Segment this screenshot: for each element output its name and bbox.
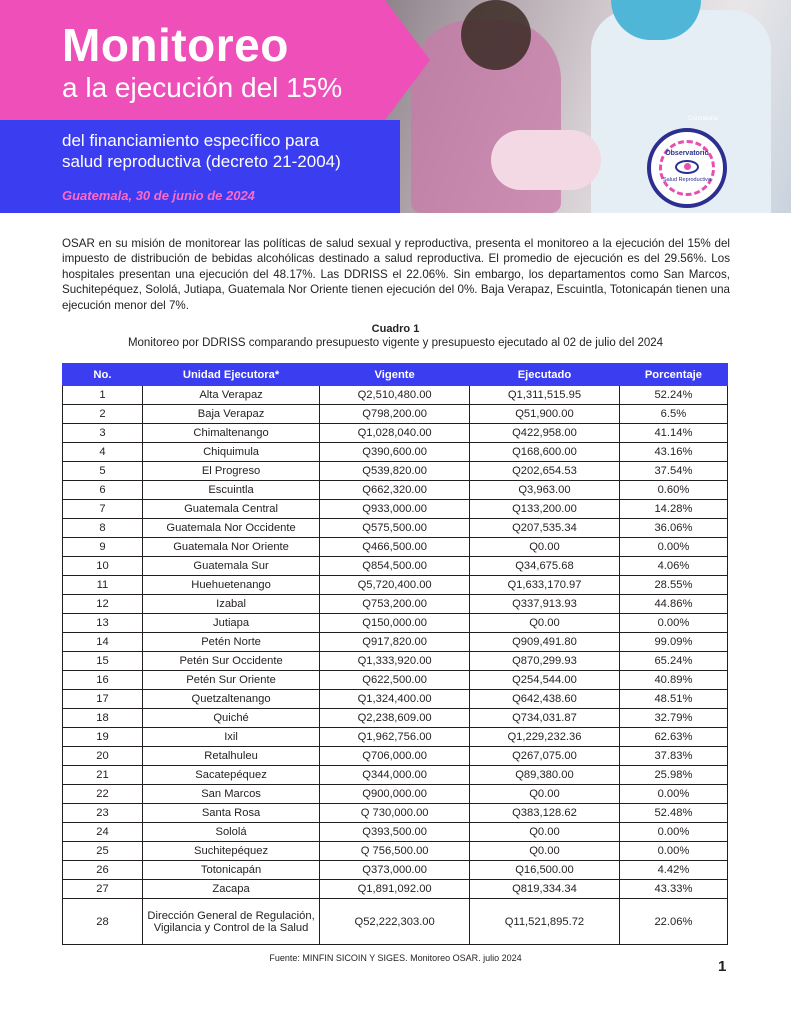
cell-porcentaje: 40.89%: [619, 671, 727, 690]
cell-ejecutado: Q16,500.00: [470, 861, 620, 880]
cell-porcentaje: 43.33%: [619, 880, 727, 899]
cell-porcentaje: 4.06%: [619, 557, 727, 576]
table-row: [63, 785, 728, 804]
table-row: [63, 576, 728, 595]
header-vigente: Vigente: [320, 364, 470, 386]
cell-no: 1: [63, 386, 143, 405]
cell-vigente: Q900,000.00: [320, 785, 470, 804]
cell-no: 16: [63, 671, 143, 690]
cell-porcentaje: 25.98%: [619, 766, 727, 785]
header-banner: [0, 0, 791, 213]
cell-no: 23: [63, 804, 143, 823]
table-row: [63, 557, 728, 576]
cell-no: 12: [63, 595, 143, 614]
table-row: [63, 899, 728, 945]
cell-ejecutado: Q1,633,170.97: [470, 576, 620, 595]
cell-ejecutado: Q254,544.00: [470, 671, 620, 690]
cell-unidad: Suchitepéquez: [142, 842, 319, 861]
cell-ejecutado: Q267,075.00: [470, 747, 620, 766]
table-row: [63, 652, 728, 671]
table-row: [63, 633, 728, 652]
cell-porcentaje: 44.86%: [619, 595, 727, 614]
intro-paragraph: OSAR en su misión de monitorear las políticas de salud sexual y reproductiva, presenta el monitoreo a la ejecución del 15% del impuesto de distribución de bebidas alcohólicas destinado a salud reproductiva. El promedio de ejecución es del 29.56%. Los hospitales presentan una ejecución del 48.17%. Las DDRISS el 22.06%. Sin embargo, los departamentos como San Marcos, Suchitepéquez, Sololá, Jutiapa, Guatemala Nor Oriente tienen ejecución del 0%. Baja Verapaz, Escuintla, Totonicapán tienen una ejecución menor del 7%.: [62, 237, 730, 312]
cell-unidad: Retalhuleu: [142, 747, 319, 766]
cell-unidad: Petén Norte: [142, 633, 319, 652]
cell-ejecutado: Q642,438.60: [470, 690, 620, 709]
table-row: [63, 823, 728, 842]
cell-vigente: Q1,891,092.00: [320, 880, 470, 899]
table-row: [63, 709, 728, 728]
cell-vigente: Q466,500.00: [320, 538, 470, 557]
cell-no: 19: [63, 728, 143, 747]
page-title: Monitoreo: [62, 19, 289, 71]
cell-ejecutado: Q734,031.87: [470, 709, 620, 728]
cell-vigente: Q2,510,480.00: [320, 386, 470, 405]
budget-table: [62, 363, 728, 945]
table-row: [63, 443, 728, 462]
cell-no: 17: [63, 690, 143, 709]
observatorio-logo: [647, 128, 727, 208]
cell-no: 24: [63, 823, 143, 842]
cell-unidad: Sololá: [142, 823, 319, 842]
table-row: [63, 595, 728, 614]
cell-porcentaje: 0.00%: [619, 538, 727, 557]
cell-ejecutado: Q0.00: [470, 842, 620, 861]
header-no: No.: [63, 364, 143, 386]
cell-vigente: Q373,000.00: [320, 861, 470, 880]
cell-unidad: San Marcos: [142, 785, 319, 804]
subtitle-line-2: salud reproductiva (decreto 21-2004): [62, 152, 341, 171]
table-caption-title: Cuadro 1: [371, 323, 420, 335]
cell-no: 6: [63, 481, 143, 500]
cell-unidad: Petén Sur Oriente: [142, 671, 319, 690]
cell-vigente: Q662,320.00: [320, 481, 470, 500]
cell-no: 18: [63, 709, 143, 728]
cell-unidad: Guatemala Sur: [142, 557, 319, 576]
cell-vigente: Q917,820.00: [320, 633, 470, 652]
cell-unidad: Petén Sur Occidente: [142, 652, 319, 671]
cell-unidad: Zacapa: [142, 880, 319, 899]
cell-ejecutado: Q0.00: [470, 785, 620, 804]
cell-unidad: Quetzaltenango: [142, 690, 319, 709]
cell-no: 21: [63, 766, 143, 785]
cell-porcentaje: 22.06%: [619, 899, 727, 945]
table-source: Fuente: MINFIN SICOIN Y SIGES. Monitoreo OSAR. julio 2024: [269, 953, 522, 963]
table-header-row: [63, 364, 728, 386]
cell-porcentaje: 4.42%: [619, 861, 727, 880]
cell-no: 4: [63, 443, 143, 462]
cell-porcentaje: 36.06%: [619, 519, 727, 538]
cell-no: 11: [63, 576, 143, 595]
table-row: [63, 671, 728, 690]
cell-porcentaje: 48.51%: [619, 690, 727, 709]
cell-no: 27: [63, 880, 143, 899]
cell-porcentaje: 0.00%: [619, 823, 727, 842]
table-row: [63, 728, 728, 747]
cell-porcentaje: 0.00%: [619, 842, 727, 861]
table-row: [63, 880, 728, 899]
cell-no: 13: [63, 614, 143, 633]
cell-vigente: Q539,820.00: [320, 462, 470, 481]
logo-pretext: Contraloría: [688, 116, 718, 122]
cell-unidad: Huehuetenango: [142, 576, 319, 595]
cell-no: 7: [63, 500, 143, 519]
cell-porcentaje: 37.83%: [619, 747, 727, 766]
cell-vigente: Q622,500.00: [320, 671, 470, 690]
cell-ejecutado: Q207,535.34: [470, 519, 620, 538]
cell-ejecutado: Q909,491.80: [470, 633, 620, 652]
cell-no: 2: [63, 405, 143, 424]
cell-unidad: Guatemala Nor Oriente: [142, 538, 319, 557]
subtitle-line-1: del financiamiento específico para: [62, 131, 320, 150]
logo-text-bottom: Salud Reproductiva: [662, 177, 711, 183]
cell-porcentaje: 65.24%: [619, 652, 727, 671]
date-line: Guatemala, 30 de junio de 2024: [62, 188, 255, 203]
cell-ejecutado: Q0.00: [470, 823, 620, 842]
cell-ejecutado: Q0.00: [470, 614, 620, 633]
table-row: [63, 614, 728, 633]
header-ejecutado: Ejecutado: [470, 364, 620, 386]
cell-unidad: Dirección General de Regulación, Vigilancia y Control de la Salud: [142, 899, 319, 945]
cell-vigente: Q1,333,920.00: [320, 652, 470, 671]
cell-no: 3: [63, 424, 143, 443]
cell-vigente: Q 756,500.00: [320, 842, 470, 861]
table-row: [63, 481, 728, 500]
cell-unidad: Chiquimula: [142, 443, 319, 462]
table-row: [63, 747, 728, 766]
table-row: [63, 804, 728, 823]
cell-no: 25: [63, 842, 143, 861]
table-row: [63, 462, 728, 481]
cell-vigente: Q52,222,303.00: [320, 899, 470, 945]
table-caption: Monitoreo por DDRISS comparando presupuesto vigente y presupuesto ejecutado al 02 de julio del 2024: [127, 337, 664, 349]
table-row: [63, 386, 728, 405]
cell-ejecutado: Q1,311,515.95: [470, 386, 620, 405]
cell-no: 5: [63, 462, 143, 481]
cell-porcentaje: 0.60%: [619, 481, 727, 500]
cell-unidad: Quiché: [142, 709, 319, 728]
cell-vigente: Q1,962,756.00: [320, 728, 470, 747]
cell-unidad: Escuintla: [142, 481, 319, 500]
cell-no: 20: [63, 747, 143, 766]
logo-text-top: Observatorio: [665, 150, 709, 157]
cell-unidad: Ixil: [142, 728, 319, 747]
cell-ejecutado: Q337,913.93: [470, 595, 620, 614]
cell-no: 26: [63, 861, 143, 880]
header-photo: [371, 0, 791, 213]
cell-vigente: Q5,720,400.00: [320, 576, 470, 595]
cell-ejecutado: Q34,675.68: [470, 557, 620, 576]
cell-no: 10: [63, 557, 143, 576]
cell-ejecutado: Q422,958.00: [470, 424, 620, 443]
header-porcentaje: Porcentaje: [619, 364, 727, 386]
cell-no: 15: [63, 652, 143, 671]
cell-porcentaje: 62.63%: [619, 728, 727, 747]
cell-unidad: Santa Rosa: [142, 804, 319, 823]
cell-vigente: Q854,500.00: [320, 557, 470, 576]
cell-ejecutado: Q168,600.00: [470, 443, 620, 462]
cell-porcentaje: 28.55%: [619, 576, 727, 595]
cell-porcentaje: 41.14%: [619, 424, 727, 443]
cell-ejecutado: Q0.00: [470, 538, 620, 557]
cell-porcentaje: 6.5%: [619, 405, 727, 424]
cell-unidad: Baja Verapaz: [142, 405, 319, 424]
table-row: [63, 690, 728, 709]
cell-ejecutado: Q870,299.93: [470, 652, 620, 671]
cell-unidad: El Progreso: [142, 462, 319, 481]
cell-porcentaje: 0.00%: [619, 614, 727, 633]
cell-porcentaje: 32.79%: [619, 709, 727, 728]
cell-ejecutado: Q1,229,232.36: [470, 728, 620, 747]
cell-no: 28: [63, 899, 143, 945]
cell-porcentaje: 0.00%: [619, 785, 727, 804]
table-row: [63, 842, 728, 861]
cell-vigente: Q390,600.00: [320, 443, 470, 462]
cell-porcentaje: 37.54%: [619, 462, 727, 481]
cell-vigente: Q1,324,400.00: [320, 690, 470, 709]
cell-vigente: Q150,000.00: [320, 614, 470, 633]
page-subtitle: a la ejecución del 15%: [62, 72, 343, 103]
cell-no: 22: [63, 785, 143, 804]
cell-porcentaje: 99.09%: [619, 633, 727, 652]
cell-ejecutado: Q11,521,895.72: [470, 899, 620, 945]
cell-unidad: Alta Verapaz: [142, 386, 319, 405]
table-row: [63, 861, 728, 880]
cell-ejecutado: Q89,380.00: [470, 766, 620, 785]
cell-no: 14: [63, 633, 143, 652]
cell-vigente: Q1,028,040.00: [320, 424, 470, 443]
cell-vigente: Q933,000.00: [320, 500, 470, 519]
table-row: [63, 538, 728, 557]
cell-unidad: Guatemala Nor Occidente: [142, 519, 319, 538]
header-unidad: Unidad Ejecutora*: [142, 364, 319, 386]
cell-ejecutado: Q819,334.34: [470, 880, 620, 899]
cell-vigente: Q753,200.00: [320, 595, 470, 614]
table-row: [63, 424, 728, 443]
table-row: [63, 519, 728, 538]
cell-ejecutado: Q133,200.00: [470, 500, 620, 519]
cell-vigente: Q798,200.00: [320, 405, 470, 424]
cell-unidad: Chimaltenango: [142, 424, 319, 443]
cell-porcentaje: 52.48%: [619, 804, 727, 823]
cell-vigente: Q575,500.00: [320, 519, 470, 538]
cell-unidad: Sacatepéquez: [142, 766, 319, 785]
cell-vigente: Q 730,000.00: [320, 804, 470, 823]
cell-ejecutado: Q383,128.62: [470, 804, 620, 823]
table-row: [63, 405, 728, 424]
cell-porcentaje: 52.24%: [619, 386, 727, 405]
cell-vigente: Q706,000.00: [320, 747, 470, 766]
cell-ejecutado: Q202,654.53: [470, 462, 620, 481]
page-number: 1: [718, 958, 727, 975]
table-row: [63, 500, 728, 519]
cell-no: 8: [63, 519, 143, 538]
cell-porcentaje: 43.16%: [619, 443, 727, 462]
cell-ejecutado: Q3,963.00: [470, 481, 620, 500]
cell-no: 9: [63, 538, 143, 557]
cell-unidad: Jutiapa: [142, 614, 319, 633]
cell-unidad: Totonicapán: [142, 861, 319, 880]
cell-porcentaje: 14.28%: [619, 500, 727, 519]
cell-vigente: Q344,000.00: [320, 766, 470, 785]
cell-ejecutado: Q51,900.00: [470, 405, 620, 424]
cell-vigente: Q393,500.00: [320, 823, 470, 842]
cell-unidad: Izabal: [142, 595, 319, 614]
cell-unidad: Guatemala Central: [142, 500, 319, 519]
cell-vigente: Q2,238,609.00: [320, 709, 470, 728]
table-row: [63, 766, 728, 785]
